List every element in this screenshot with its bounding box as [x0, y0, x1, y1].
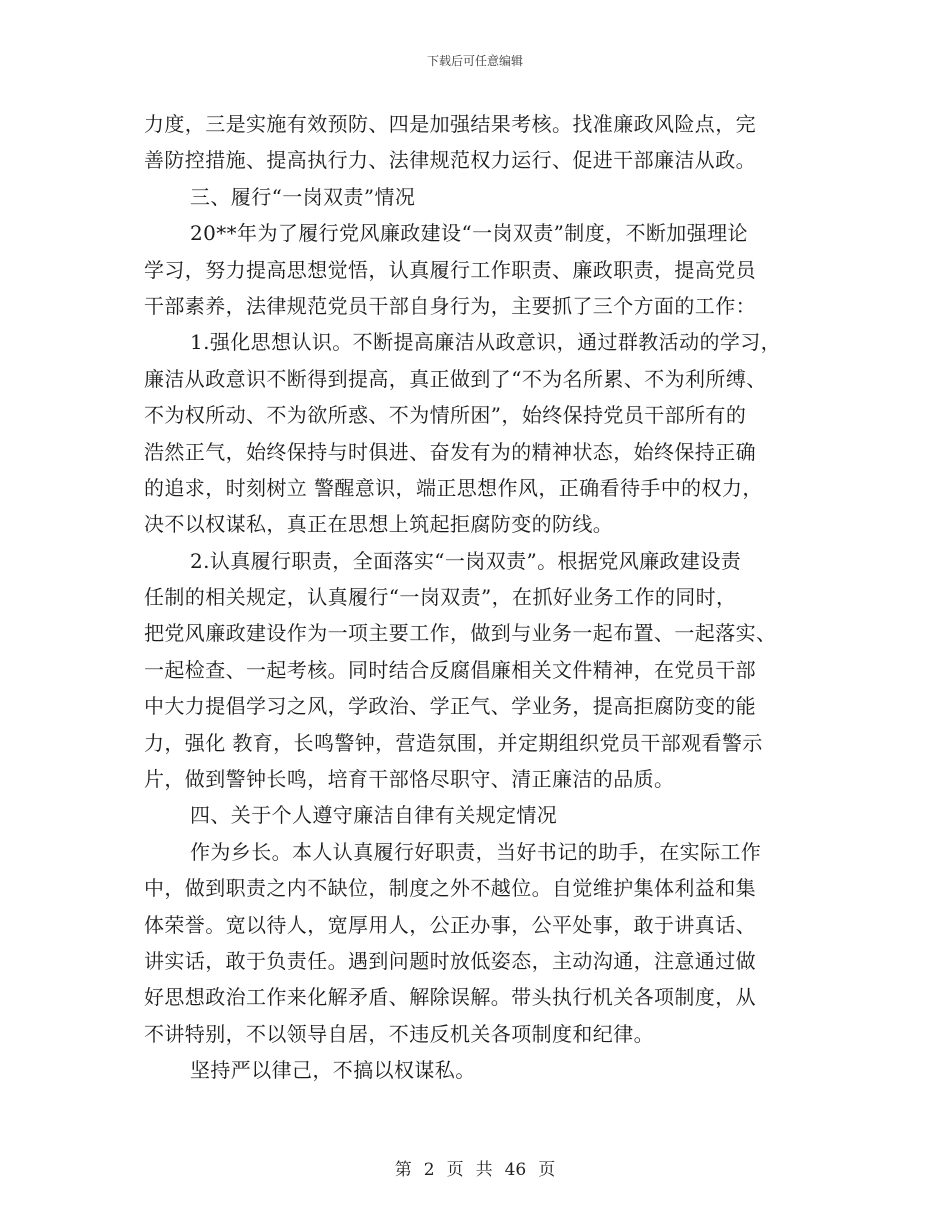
page-footer — [0, 1155, 950, 1180]
text-line: 把党风廉政建设作为一项主要工作，做到与业务一起布置、一起落实、 — [144, 621, 777, 646]
text-line: 坚持严以律己，不搞以权谋私。 — [190, 1058, 476, 1083]
text-line: 片，做到警钟长鸣，培育干部恪尽职守、清正廉洁的品质。 — [144, 767, 675, 792]
text-line: 任制的相关规定，认真履行“一岗双责”，在抓好业务工作的同时， — [144, 585, 737, 610]
text-line: 1.强化思想认识。不断提高廉洁从政意识，通过群教活动的学习， — [190, 330, 782, 355]
section-heading: 三、履行“一岗双责”情况 — [190, 184, 416, 209]
text-line: 好思想政治工作来化解矛盾、解除误解。带头执行机关各项制度，从 — [144, 985, 756, 1010]
text-line: 一起检查、一起考核。同时结合反腐倡廉相关文件精神，在党员干部 — [144, 657, 756, 682]
text-line: 不为权所动、不为欲所惑、不为情所困”，始终保持党员干部所有的 — [144, 403, 747, 428]
page-total: 46 — [504, 1160, 527, 1180]
footer-di: 第 — [394, 1160, 412, 1180]
text-line: 学习，努力提高思想觉悟，认真履行工作职责、廉政职责，提高党员 — [144, 257, 756, 282]
text-line: 力，强化 教育，长鸣警钟，营造氛围，并定期组织党员干部观看警示 — [144, 730, 763, 755]
text-line: 浩然正气，始终保持与时俱进、奋发有为的精神状态，始终保持正确 — [144, 439, 756, 464]
text-line: 体荣誉。宽以待人，宽厚用人，公正办事，公平处事，敢于讲真话、 — [144, 912, 756, 937]
text-line: 的追求，时刻树立 警醒意识，端正思想作风，正确看待手中的权力， — [144, 475, 763, 500]
footer-ye: 页 — [446, 1160, 464, 1180]
text-line: 20**年为了履行党风廉政建设“一岗双责”制度，不断加强理论 — [190, 221, 748, 246]
section-heading: 四、关于个人遵守廉洁自律有关规定情况 — [190, 803, 558, 828]
text-line: 中大力提倡学习之风，学政治、学正气、学业务，提高拒腐防变的能 — [144, 694, 756, 719]
text-line: 廉洁从政意识不断得到提高，真正做到了“不为名所累、不为利所缚、 — [144, 366, 767, 391]
text-line: 作为乡长。本人认真履行好职责，当好书记的助手，在实际工作 — [190, 839, 762, 864]
text-line: 干部素养，法律规范党员干部自身行为，主要抓了三个方面的工作： — [144, 293, 756, 318]
text-line: 2.认真履行职责，全面落实“一岗双责”。根据党风廉政建设责 — [190, 548, 742, 573]
text-line: 不讲特别，不以领导自居，不违反机关各项制度和纪律。 — [144, 1021, 654, 1046]
text-line: 力度，三是实施有效预防、四是加强结果考核。找准廉政风险点，完 — [144, 112, 756, 136]
text-line: 中，做到职责之内不缺位，制度之外不越位。自觉维护集体利益和集 — [144, 876, 756, 901]
document-body — [144, 106, 808, 1089]
text-line: 决不以权谋私，真正在思想上筑起拒腐防变的防线。 — [144, 512, 614, 537]
footer-gong: 共 — [475, 1160, 493, 1180]
footer-ye-2: 页 — [538, 1160, 556, 1180]
text-line: 善防控措施、提高执行力、法律规范权力运行、促进干部廉洁从政。 — [144, 148, 756, 173]
page-header-note: 下载后可任意编辑 — [426, 54, 523, 68]
text-line: 讲实话，敢于负责任。遇到问题时放低姿态，主动沟通，注意通过做 — [144, 948, 756, 973]
page-number: 2 — [423, 1160, 435, 1180]
